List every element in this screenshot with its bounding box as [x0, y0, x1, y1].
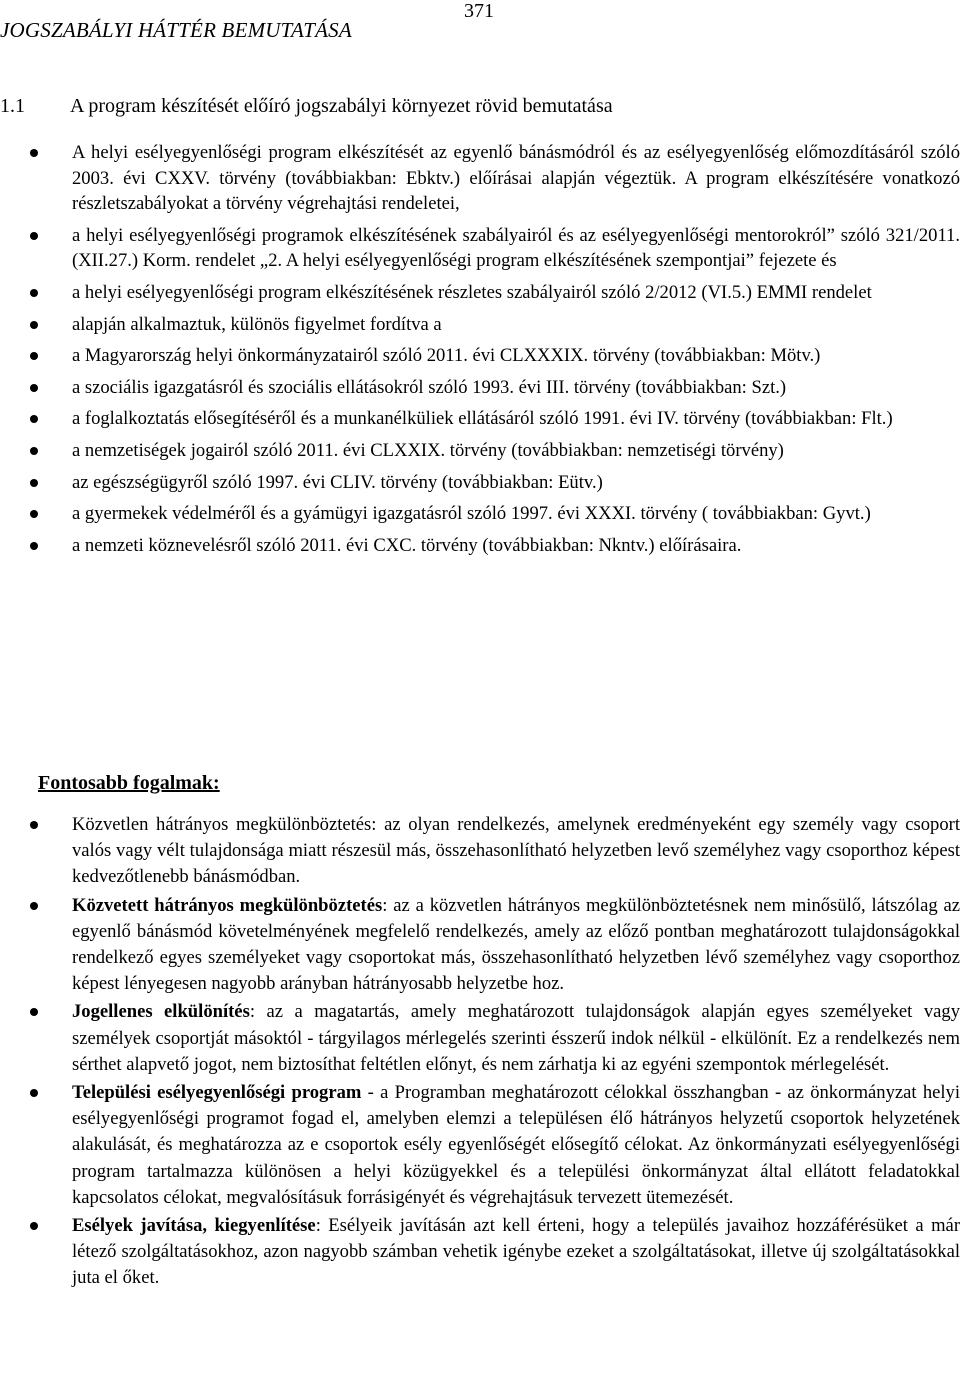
concept-term: Jogellenes elkülönítés: [72, 1001, 250, 1023]
concept-text: : Esélyeik javításán azt kell érteni, hogy a település javaihoz hozzáférésüket a már létező szolgáltatásokhoz, azon nagyobb számban vehetik igénybe ezeket a szolgáltatásokat, illetve új szolgáltatásokkal juta el őket.: [72, 1215, 960, 1289]
concepts-list: [30, 812, 960, 1294]
bullet-icon: [30, 510, 38, 518]
bullet-icon: [30, 479, 38, 487]
law-list-item: a Magyarország helyi önkormányzatairól szóló 2011. évi CLXXXIX. törvény (továbbiakban: Mötv.): [30, 343, 960, 369]
bullet-icon: [30, 289, 38, 297]
concept-item: [30, 893, 960, 998]
concept-item: [30, 1213, 960, 1292]
concept-text: Közvetlen hátrányos megkülönböztetés: az olyan rendelkezés, amelynek eredményeként egy személy vagy csoport valós vagy vélt tulajdonsága miatt részesül más, összehasonlítható helyzetben levő személyhez vagy csoporthoz képest kedvezőtlenebb bánásmódban.: [72, 814, 960, 888]
law-list-item: a helyi esélyegyenlőségi program elkészítésének részletes szabályairól szóló 2/2012 (VI.5.) EMMI rendelet: [30, 280, 960, 306]
bullet-icon: [30, 1089, 38, 1097]
bullet-icon: [30, 1222, 38, 1230]
law-list-item: a helyi esélyegyenlőségi programok elkészítésének szabályairól és az esélyegyenlőségi mentorokról” szóló 321/2011. (XII.27.) Korm. rendelet „2. A helyi esélyegyenlőségi program elkészítésének szempontjai” fejezete és: [30, 223, 960, 274]
law-list-item: a szociális igazgatásról és szociális ellátásokról szóló 1993. évi III. törvény (továbbiakban: Szt.): [30, 375, 960, 401]
law-list-item: az egészségügyről szóló 1997. évi CLIV. törvény (továbbiakban: Eütv.): [30, 470, 960, 496]
concept-term: Közvetett hátrányos megkülönböztetés: [72, 894, 383, 916]
concepts-heading: Fontosabb fogalmak:: [38, 772, 220, 794]
law-list-item: a nemzeti köznevelésről szóló 2011. évi CXC. törvény (továbbiakban: Nkntv.) előírásaira.: [30, 533, 960, 559]
section-title: [0, 95, 613, 118]
concept-text: : az a magatartás, amely meghatározott tulajdonságok alapján egyes személyeket vagy személyek csoportját másoktól - tárgyilagos mérlegelés szerinti ésszerű indok nélkül - elkülönít. Ez a rendelkezés nem sérthet alapvető jogot, nem biztosíthat feltétlen előnyt, és nem zárhatja ki az egyéni szempontok mérlegelését.: [72, 1001, 960, 1075]
bullet-icon: [30, 902, 38, 910]
concept-text: - a Programban meghatározott célokkal összhangban - az önkormányzat helyi esélyegyenlőségi programot fogad el, amelyben elemzi a településen élő hátrányos helyzetű csoportok helyzetének alakulását, és meghatározza az e csoportok esély egyenlőségét elősegítő célokat. Az önkormányzati esélyegyenlőségi program tartalmazza különösen a helyi közügyekkel és a települési önkormányzat által ellátott feladatokkal kapcsolatos célokat, megvalósításuk forrásigényét és végrehajtásuk tervezett ütemezését.: [72, 1082, 960, 1208]
concept-term: Települési esélyegyenlőségi program: [72, 1082, 362, 1104]
bullet-icon: [30, 1008, 38, 1016]
concept-item: [30, 812, 960, 891]
law-list-item: a foglalkoztatás elősegítéséről és a munkanélküliek ellátásáról szóló 1991. évi IV. törvény (továbbiakban: Flt.): [30, 406, 960, 432]
bullet-icon: [30, 232, 38, 240]
concept-term: Esélyek javítása, kiegyenlítése: [72, 1215, 316, 1237]
bullet-icon: [30, 352, 38, 360]
section-number: 1.1: [0, 95, 25, 117]
bullet-icon: [30, 447, 38, 455]
bullet-icon: [30, 415, 38, 423]
law-list-item: A helyi esélyegyenlőségi program elkészítését az egyenlő bánásmódról és az esélyegyenlőség előmozdításáról szóló 2003. évi CXXV. törvény (továbbiakban: Ebktv.) előírásai alapján végeztük. A program elkészítésére vonatkozó részletszabályokat a törvény végrehajtási rendeletei,: [30, 140, 960, 217]
running-header: JOGSZABÁLYI HÁTTÉR BEMUTATÁSA: [0, 18, 352, 42]
law-list: [30, 140, 960, 564]
bullet-icon: [30, 321, 38, 329]
law-list-item: a gyermekek védelméről és a gyámügyi igazgatásról szóló 1997. évi XXXI. törvény ( továbbiakban: Gyvt.): [30, 501, 960, 527]
bullet-icon: [30, 542, 38, 550]
concept-item: [30, 1080, 960, 1211]
bullet-icon: [30, 821, 38, 829]
law-list-item: a nemzetiségek jogairól szóló 2011. évi CLXXIX. törvény (továbbiakban: nemzetiségi törvény): [30, 438, 960, 464]
bullet-icon: [30, 384, 38, 392]
law-list-item: alapján alkalmaztuk, különös figyelmet fordítva a: [30, 312, 960, 338]
concept-item: [30, 999, 960, 1078]
bullet-icon: [30, 149, 38, 157]
concept-text: : az a közvetlen hátrányos megkülönböztetésnek nem minősülő, látszólag az egyenlő bánásmód követelményének megfelelő rendelkezés, amely az előző pontban meghatározott tulajdonságokkal rendelkező egyes személyeket vagy csoportokat más, összehasonlítható helyzetben lévő személyhez vagy csoporthoz képest lényegesen nagyobb arányban hátrányosabb helyzetbe hoz.: [72, 894, 960, 995]
page-number: 371: [464, 0, 494, 22]
section-title-text: A program készítését előíró jogszabályi környezet rövid bemutatása: [70, 95, 613, 117]
